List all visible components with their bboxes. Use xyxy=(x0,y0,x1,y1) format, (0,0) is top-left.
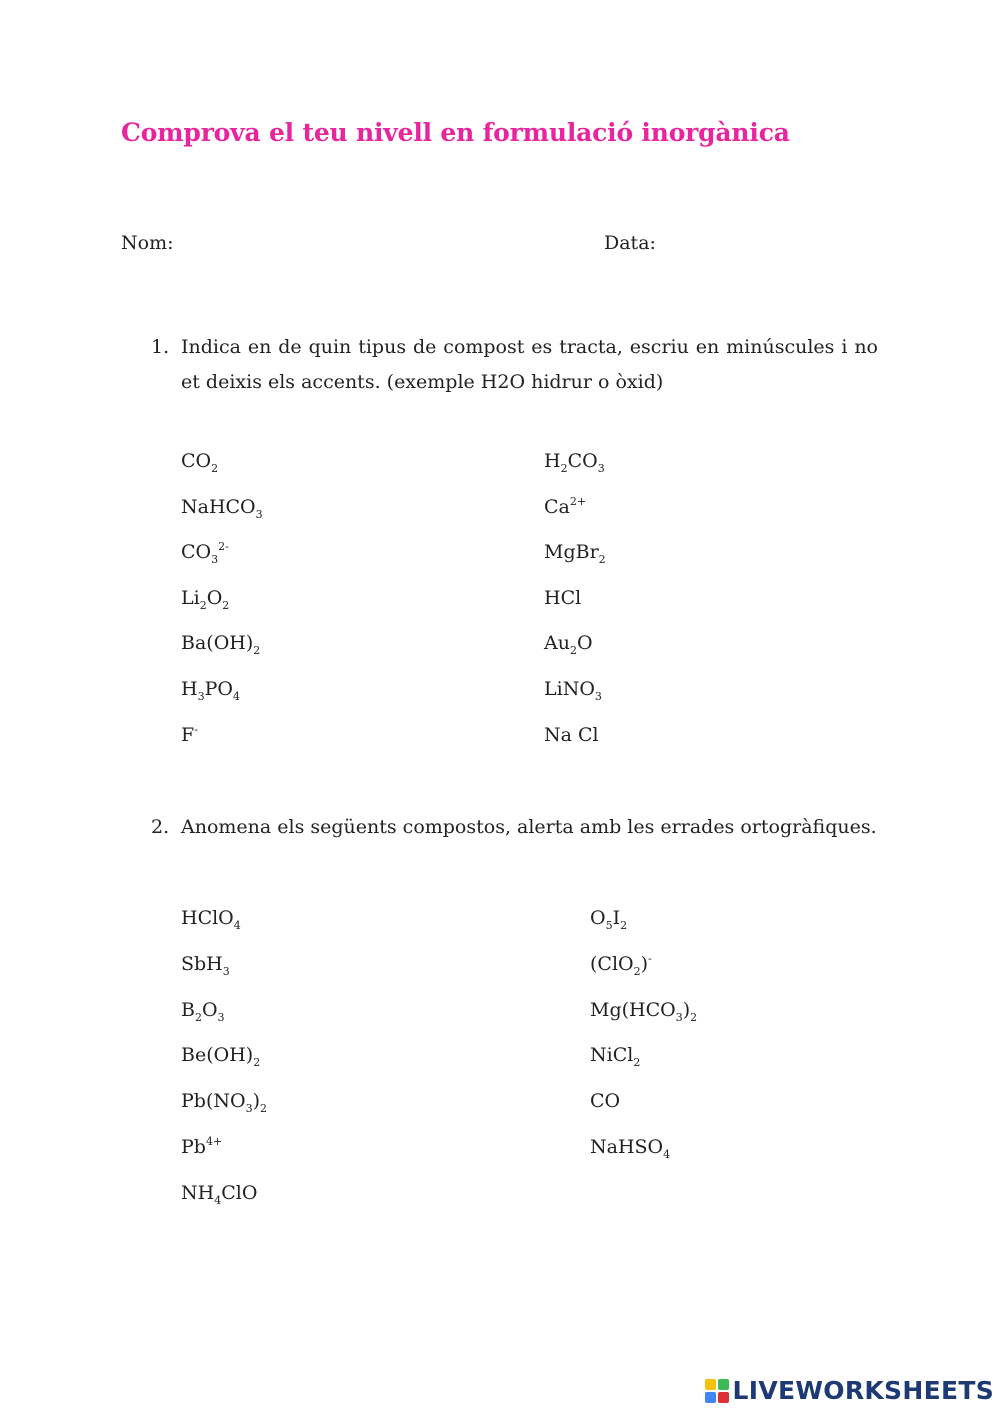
logo-square-yellow xyxy=(705,1379,716,1390)
formula-part: MgBr xyxy=(544,541,599,564)
formula-part: 2 xyxy=(194,1010,202,1024)
section1-left-formula-5 xyxy=(181,632,261,658)
formula-part: 3 xyxy=(675,1010,683,1024)
formula-part: Pb xyxy=(181,1136,206,1158)
question-2-number: 2. xyxy=(151,816,170,838)
formula-part: 2 xyxy=(598,553,606,567)
formula-part: 3 xyxy=(245,1102,253,1116)
formula-part: HClO xyxy=(181,907,234,929)
section2-right-formula-2 xyxy=(590,951,652,978)
formula-part: 3 xyxy=(197,690,205,703)
formula-part: ClO xyxy=(221,1181,258,1204)
date-label: Data: xyxy=(604,232,656,254)
formula-part: NH xyxy=(181,1181,215,1204)
formula-part: - xyxy=(648,951,652,965)
formula-part: 2 xyxy=(199,598,207,612)
worksheet-title: Comprova el teu nivell en formulació inorgànica xyxy=(121,118,790,147)
liveworksheets-logo xyxy=(705,1376,994,1405)
section2-left-formula-7 xyxy=(181,1181,258,1207)
formula-part: NaHCO xyxy=(181,495,256,518)
section1-right-formula-3 xyxy=(544,541,606,567)
formula-part: ) xyxy=(252,1090,260,1113)
formula-part: 2 xyxy=(222,598,230,612)
section1-left-formula-2 xyxy=(181,495,263,521)
section1-left-formula-4 xyxy=(181,586,230,612)
formula-part: H xyxy=(544,450,561,472)
section1-left-formula-7 xyxy=(181,724,198,746)
formula-part: 3 xyxy=(211,553,219,567)
section2-left-formula-5 xyxy=(181,1090,267,1116)
formula-part: NaHSO xyxy=(590,1136,664,1158)
section1-left-formula-1 xyxy=(181,450,219,475)
formula-part: Ba(OH) xyxy=(181,632,254,655)
section1-left-formula-6 xyxy=(181,678,240,703)
section2-left-formula-4 xyxy=(181,1044,261,1070)
section1-left-formula-3 xyxy=(181,540,229,567)
formula-part: 2 xyxy=(253,644,261,658)
question-2 xyxy=(121,810,878,845)
formula-part: CO xyxy=(181,541,212,564)
formula-part: 2 xyxy=(620,919,628,932)
section2-right-formula-3 xyxy=(590,998,698,1024)
formula-part: 4 xyxy=(214,1193,222,1207)
formula-part: Pb(NO xyxy=(181,1090,246,1113)
question-1-text: Indica en de quin tipus de compost es tracta, escriu en minúscules i no et deixis els accents. (exemple H2O hidrur o òxid) xyxy=(181,336,878,393)
formula-part: O xyxy=(590,907,606,929)
section1-right-formula-7 xyxy=(544,724,599,746)
formula-part: Na Cl xyxy=(544,723,599,746)
formula-part: SbH xyxy=(181,952,223,975)
section2-left-formula-6 xyxy=(181,1136,222,1158)
logo-square-red xyxy=(718,1392,729,1403)
formula-part: Ca xyxy=(544,495,570,518)
formula-part: PO xyxy=(204,678,233,700)
formula-part: Li xyxy=(181,586,200,609)
liveworksheets-logo-text: LIVEWORKSHEETS xyxy=(732,1376,994,1405)
formula-part: 3 xyxy=(594,690,602,703)
formula-part: (ClO xyxy=(590,952,634,975)
section1-right-formula-5 xyxy=(544,632,593,658)
formula-part: 4 xyxy=(232,690,240,703)
section1-right-formula-1 xyxy=(544,450,605,475)
section1-right-formula-4 xyxy=(544,587,581,609)
formula-part: B xyxy=(181,998,195,1021)
section2-left-formula-2 xyxy=(181,952,230,978)
section2-left-formula-1 xyxy=(181,907,241,932)
logo-square-blue xyxy=(705,1392,716,1403)
question-1 xyxy=(121,330,878,400)
formula-part: 2 xyxy=(633,1056,641,1070)
formula-part: 2 xyxy=(253,1056,261,1070)
name-label: Nom: xyxy=(121,232,174,254)
formula-part: O xyxy=(576,632,593,655)
formula-part: ) xyxy=(640,952,649,975)
logo-square-green xyxy=(718,1379,729,1390)
formula-part: 5 xyxy=(605,919,613,932)
formula-part: - xyxy=(194,722,198,736)
formula-part: CO xyxy=(590,1090,621,1113)
formula-part: O xyxy=(206,586,223,609)
formula-part: 2 xyxy=(690,1010,698,1024)
formula-part: 2 xyxy=(259,1102,267,1116)
section2-right-formula-1 xyxy=(590,907,628,932)
liveworksheets-logo-icon xyxy=(705,1379,729,1403)
formula-part: F xyxy=(181,723,195,746)
section2-right-formula-5 xyxy=(590,1090,620,1112)
formula-part: I xyxy=(612,907,621,929)
formula-part: 4 xyxy=(663,1148,671,1161)
formula-part: 3 xyxy=(217,1010,225,1024)
question-2-text: Anomena els següents compostos, alerta amb les errades ortogràfiques. xyxy=(181,816,877,838)
formula-part: LiNO xyxy=(544,678,595,700)
formula-part: 4 xyxy=(233,919,241,932)
formula-part: 2 xyxy=(211,462,219,475)
formula-part: HCl xyxy=(544,586,582,609)
formula-part: 2- xyxy=(218,540,229,554)
formula-part: Au xyxy=(544,632,570,655)
formula-part: Mg(HCO xyxy=(590,998,676,1021)
formula-part: 3 xyxy=(597,462,605,475)
formula-part: 2 xyxy=(569,644,577,658)
formula-part: 3 xyxy=(255,507,263,521)
section2-left-formula-3 xyxy=(181,998,225,1024)
formula-part: ) xyxy=(682,998,691,1021)
formula-part: 2 xyxy=(560,462,568,475)
formula-part: 2+ xyxy=(569,494,587,508)
formula-part: 4+ xyxy=(205,1135,223,1148)
section2-right-formula-6 xyxy=(590,1136,671,1161)
section1-right-formula-2 xyxy=(544,496,586,518)
formula-part: H xyxy=(181,678,198,700)
formula-part: NiCl xyxy=(590,1044,634,1067)
formula-part: 3 xyxy=(222,964,230,978)
section1-right-formula-6 xyxy=(544,678,602,703)
question-1-number: 1. xyxy=(151,336,170,358)
section2-right-formula-4 xyxy=(590,1044,641,1070)
formula-part: CO xyxy=(567,450,598,472)
formula-part: CO xyxy=(181,450,212,472)
formula-part: Be(OH) xyxy=(181,1044,254,1067)
formula-part: O xyxy=(201,998,218,1021)
formula-part: 2 xyxy=(633,964,641,978)
